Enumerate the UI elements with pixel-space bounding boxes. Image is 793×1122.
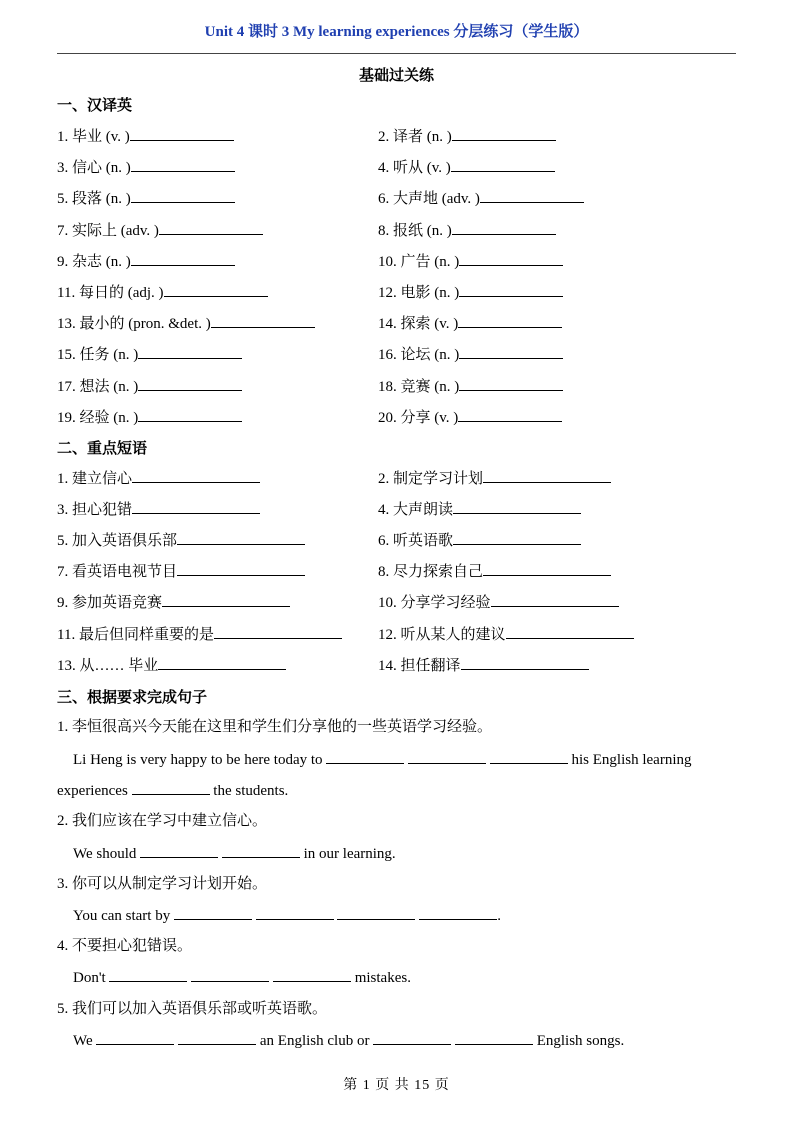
q4-chinese: 4. 不要担心犯错误。 bbox=[57, 938, 193, 954]
list-item bbox=[57, 126, 234, 147]
list-item bbox=[57, 157, 235, 178]
item-prompt: 18. 竞赛 (n. ) bbox=[378, 378, 460, 395]
item-prompt: 12. 听从某人的建议 bbox=[378, 626, 506, 643]
item-prompt: 1. 毕业 (v. ) bbox=[57, 129, 130, 145]
q2-english: We should in our learning. bbox=[73, 843, 396, 864]
answer-blank[interactable] bbox=[131, 251, 235, 266]
answer-blank[interactable] bbox=[408, 749, 486, 764]
list-item bbox=[57, 313, 315, 334]
answer-blank[interactable] bbox=[178, 1030, 256, 1045]
item-prompt: 2. 译者 (n. ) bbox=[378, 129, 452, 145]
item-prompt: 20. 分享 (v. ) bbox=[378, 409, 459, 426]
page-footer: 第 1 页 共 15 页 bbox=[343, 1078, 450, 1093]
list-item bbox=[57, 561, 305, 582]
answer-blank[interactable] bbox=[164, 282, 268, 297]
list-item bbox=[378, 126, 556, 147]
answer-blank[interactable] bbox=[461, 655, 589, 670]
answer-blank[interactable] bbox=[419, 905, 497, 920]
item-prompt: 5. 加入英语俱乐部 bbox=[57, 533, 178, 550]
list-item bbox=[378, 499, 581, 520]
answer-blank[interactable] bbox=[138, 407, 242, 422]
answer-blank[interactable] bbox=[326, 749, 404, 764]
answer-blank[interactable] bbox=[158, 655, 286, 670]
q1-english-line2: experiences the students. bbox=[57, 780, 288, 801]
list-item bbox=[378, 313, 562, 334]
item-prompt: 11. 每日的 (adj. ) bbox=[57, 285, 164, 301]
section-title-sentences: 三、根据要求完成句子 bbox=[57, 690, 208, 706]
item-prompt: 8. 尽力探索自己 bbox=[378, 564, 484, 581]
list-item bbox=[378, 468, 611, 489]
list-item bbox=[378, 407, 562, 428]
answer-blank[interactable] bbox=[222, 843, 300, 858]
list-item bbox=[57, 407, 242, 428]
answer-blank[interactable] bbox=[132, 468, 260, 483]
list-item bbox=[57, 468, 260, 489]
item-prompt: 9. 参加英语竞赛 bbox=[57, 595, 163, 612]
item-prompt: 4. 大声朗读 bbox=[378, 502, 454, 519]
answer-blank[interactable] bbox=[483, 468, 611, 483]
item-prompt: 14. 探索 (v. ) bbox=[378, 316, 459, 333]
item-prompt: 11. 最后但同样重要的是 bbox=[57, 626, 214, 643]
list-item bbox=[57, 376, 242, 397]
q1-chinese: 1. 李恒很高兴今天能在这里和学生们分享他的一些英语学习经验。 bbox=[57, 719, 493, 735]
list-item bbox=[378, 344, 563, 365]
answer-blank[interactable] bbox=[214, 624, 342, 639]
answer-blank[interactable] bbox=[490, 749, 568, 764]
item-prompt: 3. 信心 (n. ) bbox=[57, 160, 131, 177]
answer-blank[interactable] bbox=[480, 188, 584, 203]
list-item bbox=[378, 655, 589, 676]
item-prompt: 5. 段落 (n. ) bbox=[57, 191, 131, 208]
answer-blank[interactable] bbox=[451, 157, 555, 172]
item-prompt: 7. 实际上 (adv. ) bbox=[57, 222, 159, 239]
list-item bbox=[57, 344, 242, 365]
item-prompt: 6. 大声地 (adv. ) bbox=[378, 191, 480, 208]
list-item bbox=[378, 376, 563, 397]
answer-blank[interactable] bbox=[174, 905, 252, 920]
answer-blank[interactable] bbox=[458, 313, 562, 328]
answer-blank[interactable] bbox=[491, 592, 619, 607]
answer-blank[interactable] bbox=[131, 188, 235, 203]
list-item bbox=[57, 251, 235, 272]
list-item bbox=[378, 624, 634, 645]
answer-blank[interactable] bbox=[459, 251, 563, 266]
q5-chinese: 5. 我们可以加入英语俱乐部或听英语歌。 bbox=[57, 1001, 328, 1017]
answer-blank[interactable] bbox=[452, 126, 556, 141]
list-item bbox=[57, 530, 305, 551]
item-prompt: 17. 想法 (n. ) bbox=[57, 378, 139, 395]
list-item bbox=[378, 157, 555, 178]
answer-blank[interactable] bbox=[459, 344, 563, 359]
list-item bbox=[378, 188, 584, 209]
answer-blank[interactable] bbox=[138, 344, 242, 359]
answer-blank[interactable] bbox=[373, 1030, 451, 1045]
page-subtitle: 基础过关练 bbox=[358, 68, 434, 84]
list-item bbox=[57, 282, 268, 303]
item-prompt: 15. 任务 (n. ) bbox=[57, 347, 139, 364]
header-divider bbox=[57, 53, 736, 54]
item-prompt: 14. 担任翻译 bbox=[378, 657, 461, 674]
answer-blank[interactable] bbox=[132, 780, 210, 795]
list-item bbox=[57, 220, 263, 241]
answer-blank[interactable] bbox=[455, 1030, 533, 1045]
item-prompt: 12. 电影 (n. ) bbox=[378, 285, 460, 301]
item-prompt: 2. 制定学习计划 bbox=[378, 471, 484, 487]
list-item bbox=[57, 655, 286, 676]
answer-blank[interactable] bbox=[140, 843, 218, 858]
list-item bbox=[378, 561, 611, 582]
answer-blank[interactable] bbox=[273, 967, 351, 982]
q3-chinese: 3. 你可以从制定学习计划开始。 bbox=[57, 876, 268, 892]
answer-blank[interactable] bbox=[177, 561, 305, 576]
answer-blank[interactable] bbox=[256, 905, 334, 920]
list-item bbox=[57, 624, 342, 645]
list-item bbox=[378, 530, 581, 551]
answer-blank[interactable] bbox=[159, 220, 263, 235]
answer-blank[interactable] bbox=[458, 407, 562, 422]
answer-blank[interactable] bbox=[459, 376, 563, 391]
list-item bbox=[378, 220, 556, 241]
item-prompt: 8. 报纸 (n. ) bbox=[378, 222, 452, 239]
answer-blank[interactable] bbox=[131, 157, 235, 172]
answer-blank[interactable] bbox=[483, 561, 611, 576]
q5-english: We an English club or English songs. bbox=[73, 1030, 624, 1051]
q4-english: Don't mistakes. bbox=[73, 967, 411, 988]
item-prompt: 13. 最小的 (pron. &det. ) bbox=[57, 316, 211, 333]
list-item bbox=[57, 592, 290, 613]
answer-blank[interactable] bbox=[453, 499, 581, 514]
section-title-translation: 一、汉译英 bbox=[57, 98, 133, 114]
item-prompt: 4. 听从 (v. ) bbox=[378, 160, 451, 177]
q1-english-line1: Li Heng is very happy to be here today to his English learning bbox=[73, 749, 692, 770]
answer-blank[interactable] bbox=[453, 530, 581, 545]
list-item bbox=[378, 251, 563, 272]
q3-english: You can start by . bbox=[73, 905, 501, 926]
answer-blank[interactable] bbox=[459, 282, 563, 297]
q2-chinese: 2. 我们应该在学习中建立信心。 bbox=[57, 813, 268, 829]
list-item bbox=[57, 499, 260, 520]
item-prompt: 16. 论坛 (n. ) bbox=[378, 347, 460, 364]
answer-blank[interactable] bbox=[506, 624, 634, 639]
answer-blank[interactable] bbox=[177, 530, 305, 545]
list-item bbox=[378, 282, 563, 303]
answer-blank[interactable] bbox=[132, 499, 260, 514]
list-item bbox=[378, 592, 619, 613]
answer-blank[interactable] bbox=[191, 967, 269, 982]
answer-blank[interactable] bbox=[211, 313, 315, 328]
item-prompt: 19. 经验 (n. ) bbox=[57, 409, 139, 426]
answer-blank[interactable] bbox=[138, 376, 242, 391]
answer-blank[interactable] bbox=[162, 592, 290, 607]
answer-blank[interactable] bbox=[337, 905, 415, 920]
item-prompt: 7. 看英语电视节目 bbox=[57, 564, 178, 581]
answer-blank[interactable] bbox=[130, 126, 234, 141]
item-prompt: 9. 杂志 (n. ) bbox=[57, 253, 131, 270]
section-title-phrases: 二、重点短语 bbox=[57, 441, 148, 457]
item-prompt: 10. 分享学习经验 bbox=[378, 595, 491, 612]
item-prompt: 13. 从…… 毕业 bbox=[57, 657, 159, 674]
answer-blank[interactable] bbox=[452, 220, 556, 235]
item-prompt: 10. 广告 (n. ) bbox=[378, 253, 460, 270]
item-prompt: 6. 听英语歌 bbox=[378, 533, 454, 550]
document-header-title: Unit 4 课时 3 My learning experiences 分层练习（学生版） bbox=[204, 24, 589, 40]
item-prompt: 1. 建立信心 bbox=[57, 471, 133, 487]
answer-blank[interactable] bbox=[96, 1030, 174, 1045]
item-prompt: 3. 担心犯错 bbox=[57, 502, 133, 519]
answer-blank[interactable] bbox=[109, 967, 187, 982]
list-item bbox=[57, 188, 235, 209]
